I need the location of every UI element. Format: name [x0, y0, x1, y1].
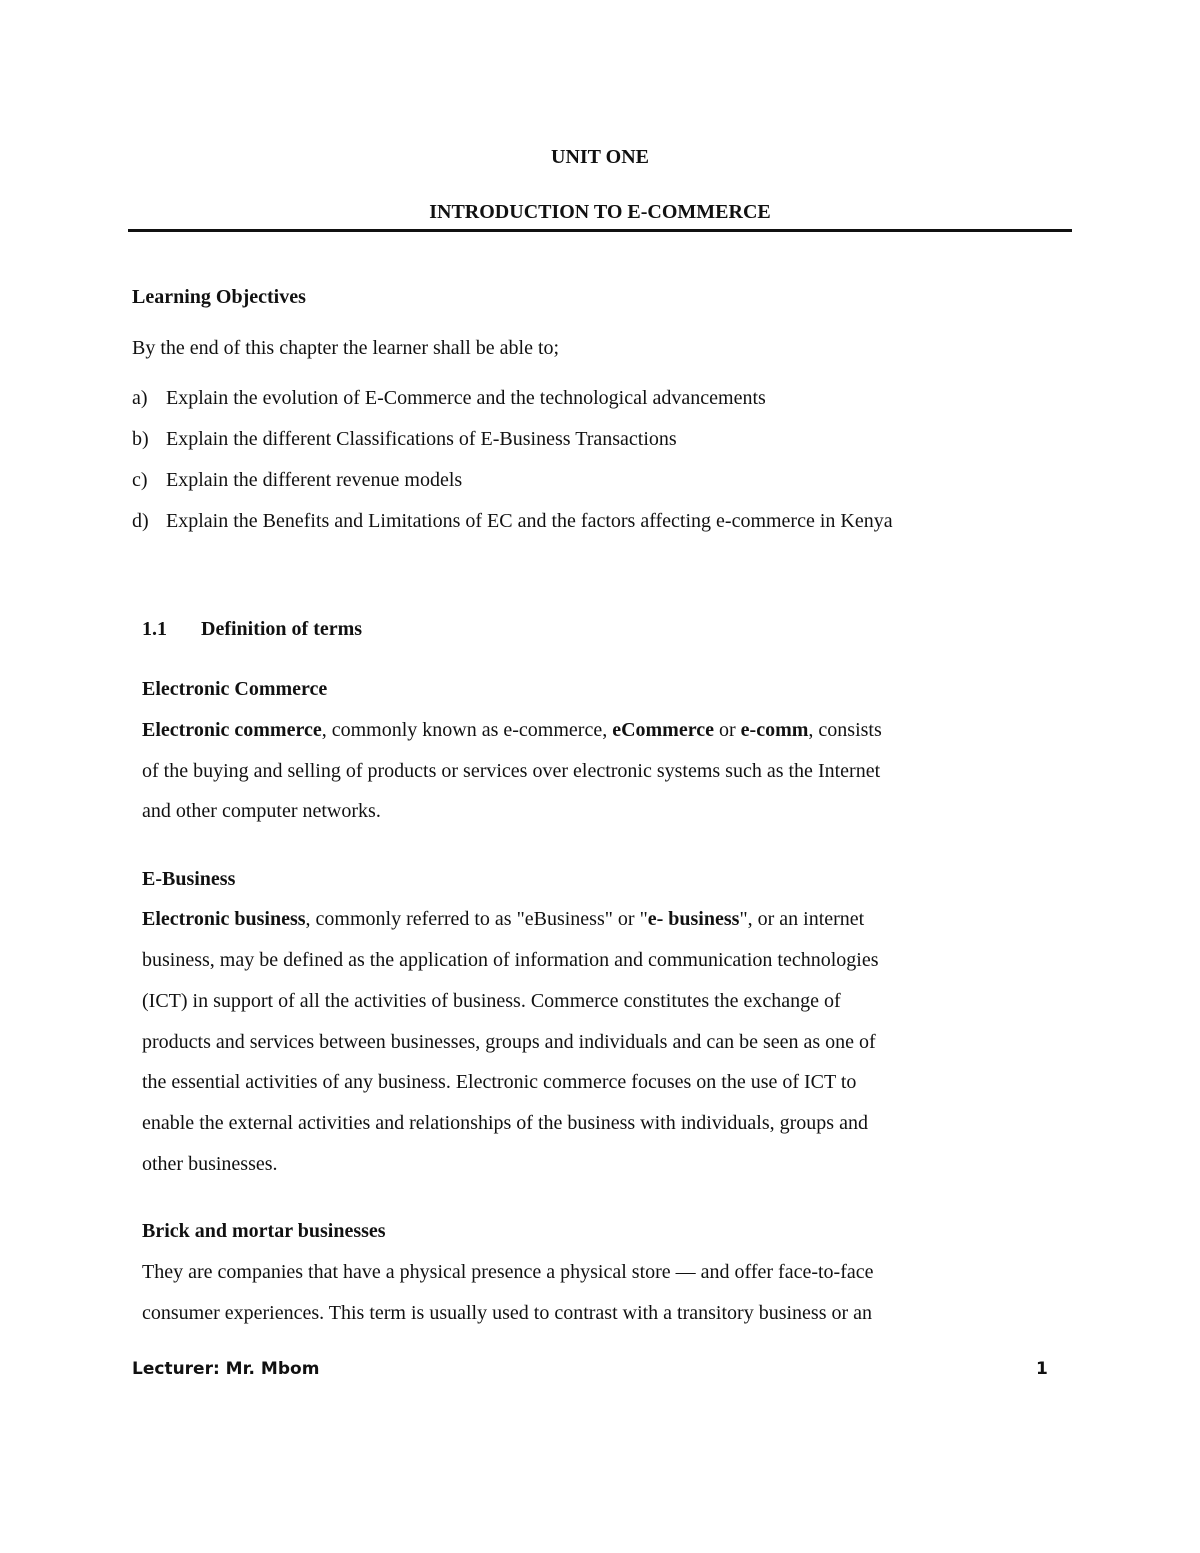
- ecommerce-heading: Electronic Commerce: [142, 678, 328, 700]
- ebusiness-line: business, may be defined as the application of information and communication technologies: [142, 949, 879, 971]
- ebusiness-heading: E-Business: [142, 868, 236, 890]
- objective-text: Explain the Benefits and Limitations of EC and the factors affecting e-commerce in Kenya: [166, 510, 893, 532]
- brick-line: They are companies that have a physical presence a physical store — and offer face-to-face: [142, 1261, 874, 1283]
- objective-text: Explain the different revenue models: [166, 469, 463, 491]
- objective-text: Explain the evolution of E-Commerce and the technological advancements: [166, 387, 766, 409]
- objectives-heading: Learning Objectives: [132, 286, 306, 308]
- text-segment: or: [714, 719, 741, 741]
- section-number: 1.1: [142, 618, 167, 640]
- ebusiness-line: products and services between businesses, groups and individuals and can be seen as one of: [142, 1031, 876, 1053]
- objective-letter: b): [132, 428, 149, 450]
- ebusiness-line: (ICT) in support of all the activities of business. Commerce constitutes the exchange of: [142, 990, 841, 1012]
- footer-lecturer: Lecturer: Mr. Mbom: [132, 1359, 320, 1379]
- text-segment: ", or an internet: [739, 908, 865, 930]
- term-e-comm: e-comm: [740, 719, 809, 741]
- text-segment: , consists: [808, 719, 882, 741]
- brick-heading: Brick and mortar businesses: [142, 1220, 386, 1242]
- title-underline: [128, 229, 1072, 232]
- brick-line: consumer experiences. This term is usually used to contrast with a transitory business or an: [142, 1302, 873, 1324]
- ebusiness-line: enable the external activities and relationships of the business with individuals, groups and: [142, 1112, 868, 1134]
- page-number: 1: [1036, 1359, 1048, 1379]
- text-segment: , commonly referred to as "eBusiness" or ": [305, 908, 648, 930]
- objectives-intro: By the end of this chapter the learner shall be able to;: [132, 337, 560, 359]
- ecommerce-line-2: of the buying and selling of products or services over electronic systems such as the Internet: [142, 760, 881, 782]
- objective-letter: d): [132, 510, 149, 532]
- section-title: Definition of terms: [201, 618, 363, 640]
- term-ecommerce: eCommerce: [612, 719, 714, 741]
- ebusiness-line-1: [142, 908, 864, 931]
- objective-letter: c): [132, 469, 148, 491]
- unit-label: UNIT ONE: [551, 146, 649, 168]
- term-electronic-business: Electronic business: [142, 908, 306, 930]
- term-e-business: e- business: [647, 908, 740, 930]
- text-segment: , commonly known as e-commerce,: [321, 719, 613, 741]
- ecommerce-line-3: and other computer networks.: [142, 800, 381, 822]
- ebusiness-line: the essential activities of any business. Electronic commerce focuses on the use of ICT to: [142, 1071, 857, 1093]
- ecommerce-line-1: [142, 719, 882, 742]
- objective-letter: a): [132, 387, 148, 409]
- objective-text: Explain the different Classifications of E-Business Transactions: [166, 428, 677, 450]
- term-electronic-commerce: Electronic commerce: [142, 719, 322, 741]
- page-title: INTRODUCTION TO E-COMMERCE: [429, 201, 771, 223]
- ebusiness-line: other businesses.: [142, 1153, 278, 1175]
